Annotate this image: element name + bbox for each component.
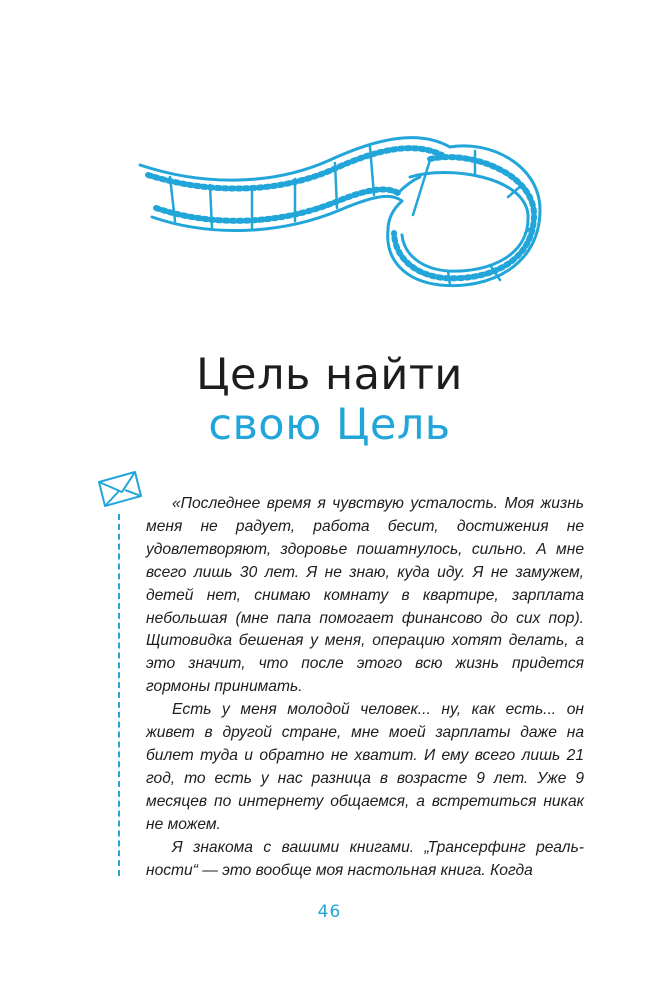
letter-paragraph: Есть у меня молодой человек... ну, как есть... он живет в другой стране, мне моей зарплаты даже на билет туда и обратно не хватит. И ему всего лишь 21 год, то есть у нас разница в возрасте 9 лет. Уже 9 месяцев по интернету общаемся, а встретиться никак не можем. xyxy=(146,701,584,833)
letter-paragraph: Я знакома с вашими книгами. „Трансерфинг реальности“ — это вообще моя настольная книга. Когда xyxy=(146,838,584,879)
page-number: 46 xyxy=(317,902,342,922)
letter-paragraph: «Последнее время я чувствую усталость. Моя жизнь меня не радует, работа бесит, достижения не удовлетворяют, здоровье пошатнулось, сильно. А мне всего лишь 30 лет. Я не знаю, куда иду. Я не замужем, детей нет, снимаю комнату в квартире, зарплата небольшая (мне папа помогает финансово до сих пор). Щитовидка бешеная у меня, операцию хотят делать, а это значит, что после этого всю жизнь придется гормоны принимать. xyxy=(146,495,584,696)
page-subtitle: свою Цель xyxy=(208,400,451,450)
page-title: Цель найти xyxy=(196,350,463,400)
letter-text xyxy=(146,493,584,882)
film-strip-icon xyxy=(130,115,550,310)
quote-margin-line xyxy=(118,514,122,876)
envelope-icon xyxy=(95,468,145,508)
